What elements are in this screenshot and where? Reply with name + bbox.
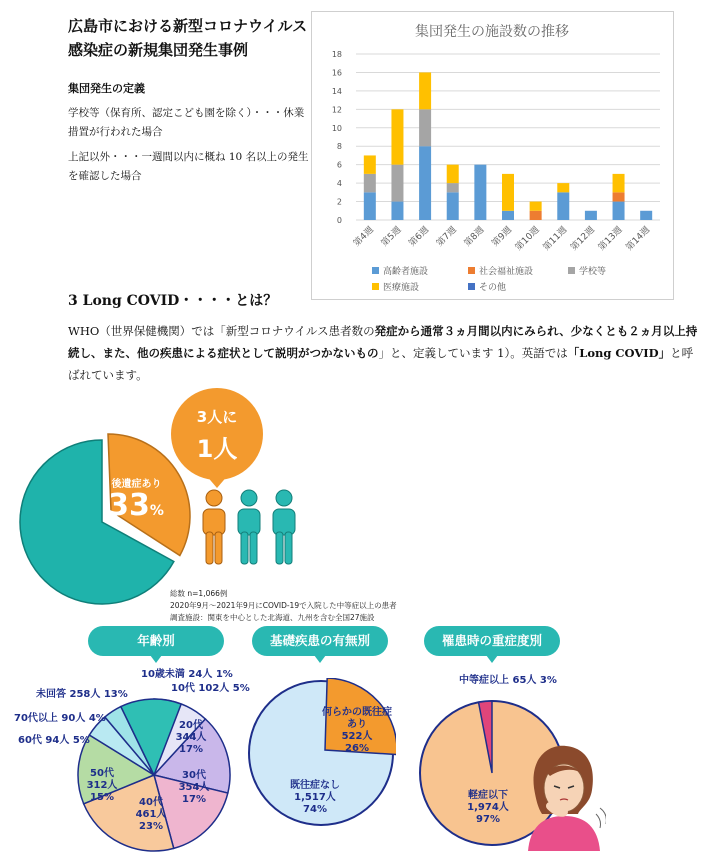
age-40s-pct: 23% [139,821,163,832]
section-body-part1: WHO（世界保健機関）では「新型コロナウイルス患者数の [68,324,375,338]
bar-segment [474,165,486,220]
age-under10-label: 10歳未満 [141,669,185,680]
bar-segment [557,192,569,220]
age-label-30s [174,770,214,806]
age-label-10s [171,683,250,695]
x-tick-label: 第8週 [462,225,487,249]
x-tick-label: 第9週 [490,225,515,249]
disease-yes-pct: 26% [345,743,369,754]
pill-disease-tail [314,655,326,663]
x-tick-label: 第10週 [513,225,542,253]
definition-others: 上記以外・・・一週間以内に概ね 10 名以上の発生を確認した場合 [68,151,309,182]
age-50s-count: 312人 [86,780,118,791]
bar-segment [419,72,431,109]
age-label-40s [130,797,172,833]
main-pie-unit: % [149,503,164,519]
bar-segment [530,202,542,211]
legend-swatch [568,267,575,274]
note-total: 総数 n=1,066例 [170,589,228,598]
bar-segment [530,211,542,220]
legend-label: その他 [479,283,507,293]
bubble-line2: 1人 [196,435,238,463]
age-label-60s [18,735,90,747]
age-label-50s [82,768,122,804]
severity-moderate-label: 中等症以上 [459,675,509,686]
severity-mild-pct: 97% [476,814,500,825]
section-body [68,320,704,386]
bar-chart-svg [312,12,673,299]
severity-moderate-label-wrap [459,675,557,687]
person-orange-icon [203,490,225,564]
x-tick-label: 第11週 [541,225,570,253]
age-noanswer-pct: 13% [103,689,128,700]
y-tick-label: 0 [336,216,342,225]
age-10s-pct: 5% [232,683,250,694]
pill-severity-tail [486,655,498,663]
bar-segment [613,192,625,201]
bar-segment [557,183,569,192]
bar-segment [364,155,376,173]
age-label-under10 [141,669,233,681]
severity-moderate-count: 65人 [512,675,537,686]
y-tick-label: 12 [331,105,342,115]
age-30s-label: 30代 [182,770,206,781]
disease-no-label: 既往症なし [290,780,340,791]
disease-yes-count: 522人 [341,731,373,742]
severity-mild-label-wrap [448,790,528,826]
woman-illustration [520,742,606,851]
main-pie-value-wrap [96,488,176,523]
legend-label: 学校等 [579,267,607,277]
age-noanswer-label: 未回答 [36,689,66,700]
person-teal-icon [273,490,295,564]
section-body-part2: 」と、定義しています 1）。英語では [378,346,568,360]
cluster-facility-chart [311,11,674,300]
y-tick-label: 4 [336,179,342,189]
severity-moderate-pct: 3% [539,675,557,686]
age-30s-pct: 17% [182,794,206,805]
bar-segment [502,174,514,211]
bar-segment [364,174,376,192]
age-40s-count: 461人 [135,809,167,820]
bar-segment [585,211,597,220]
age-under10-count: 24人 [188,669,213,680]
note-facilities: 調査施設：関東を中心とした北海道、九州を含む全国27施設 [170,613,375,622]
age-noanswer-count: 258人 [69,689,101,700]
legend-swatch [468,267,475,274]
age-label-20s [171,720,211,756]
y-tick-label: 10 [331,123,342,133]
section-body-bold2: 「Long COVID」 [567,346,671,360]
pill-age-tail [150,655,162,663]
section-body-bold: 発症から通常３ヵ月間以内にみられ、少なくとも２ヵ月以上持続し、また、他の疾患による症状として説明がつかないもの [68,324,698,360]
age-20s-label: 20代 [179,720,203,731]
main-pie-value: 33 [108,488,150,523]
document-title: 広島市における新型コロナウイルス 感染症の新規集団発生事例 [68,17,308,59]
section-body-part3: と呼ばれています。 [68,346,694,382]
y-tick-label: 18 [331,50,342,59]
bar-segment [640,211,652,220]
legend-label: 高齢者施設 [383,267,429,277]
y-tick-label: 14 [331,86,342,96]
bar-segment [391,165,403,202]
legend-swatch [468,283,475,290]
age-60s-label: 60代 [18,735,42,746]
legend-swatch [372,267,379,274]
disease-no-pct: 74% [303,804,327,815]
age-under10-pct: 1% [215,669,233,680]
people-figures [196,488,306,568]
bar-segment [419,109,431,146]
disease-no-count: 1,517人 [294,792,336,803]
legend-label: 社会福祉施設 [479,267,534,277]
definition-schools: 学校等（保育所、認定こども園を除く）・・・休業措置が行われた場合 [68,107,305,138]
legend-swatch [372,283,379,290]
bubble-tail [205,474,229,488]
bar-segment [613,174,625,192]
disease-yes-label-wrap [322,707,392,755]
bar-segment [391,202,403,220]
age-label-noanswer [36,689,128,701]
severity-mild-count: 1,974人 [467,802,509,813]
person-teal-icon [238,490,260,564]
bar-segment [613,202,625,220]
x-tick-label: 第5週 [379,225,404,249]
age-70s-count: 90人 [61,713,86,724]
age-10s-count: 102人 [198,683,230,694]
disease-yes-label: 何らかの既往症あり [322,707,392,730]
age-50s-label: 50代 [90,768,114,779]
age-20s-count: 344人 [175,732,207,743]
bar-segment [447,183,459,192]
age-60s-pct: 5% [72,735,90,746]
age-10s-label: 10代 [171,683,195,694]
age-70s-pct: 4% [88,713,106,724]
x-tick-label: 第13週 [596,225,625,253]
bar-segment [419,146,431,220]
bar-segment [447,192,459,220]
definition-heading: 集団発生の定義 [68,82,145,95]
age-50s-pct: 15% [90,792,114,803]
age-70s-label: 70代以上 [14,713,58,724]
y-tick-label: 2 [336,197,342,207]
age-30s-count: 354人 [178,782,210,793]
bar-segment [364,192,376,220]
age-20s-pct: 17% [179,744,203,755]
x-tick-label: 第4週 [352,225,376,249]
age-label-70s [14,713,106,725]
x-tick-label: 第14週 [624,225,653,253]
age-60s-count: 94人 [45,735,70,746]
y-tick-label: 6 [336,160,342,170]
pill-disease: 基礎疾患の有無別 [252,626,388,656]
sick-woman-icon [528,746,606,851]
x-tick-label: 第6週 [407,225,432,249]
bubble-line1: 3人に [196,408,238,426]
x-tick-label: 第7週 [434,225,459,249]
one-in-three-bubble [171,388,263,480]
pill-age: 年齢別 [88,626,224,656]
bar-segment [502,211,514,220]
legend-label: 医療施設 [383,283,420,293]
y-tick-label: 8 [336,142,342,152]
pill-severity: 罹患時の重症度別 [424,626,560,656]
bar-segment [391,109,403,164]
note-period: 2020年9月〜2021年9月にCOVID-19で入院した中等症以上の患者 [170,601,397,610]
x-tick-label: 第12週 [569,225,598,253]
age-40s-label: 40代 [139,797,163,808]
y-tick-label: 16 [331,68,342,78]
severity-mild-label: 軽症以下 [468,790,508,801]
bar-segment [447,165,459,183]
disease-no-label-wrap [270,780,360,816]
main-pie-label: 後遺症あり [111,479,162,490]
section-heading: 3 Long COVID・・・・とは？ [68,293,278,309]
chart-title: 集団発生の施設数の推移 [415,24,569,40]
